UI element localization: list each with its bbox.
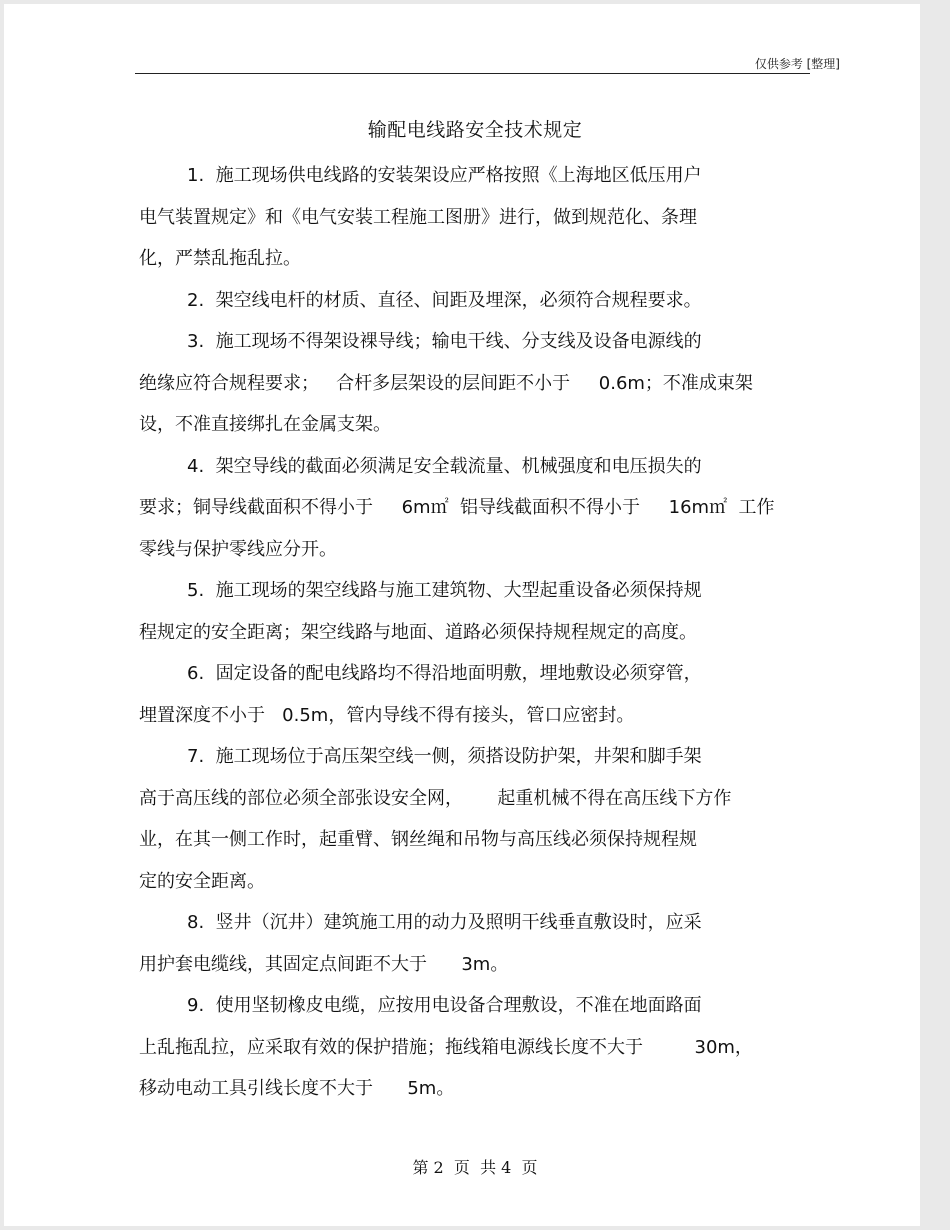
paragraph-line: 程规定的安全距离；架空线路与地面、道路必须保持规程规定的高度。	[139, 621, 697, 643]
paragraph-6	[139, 653, 807, 736]
paragraph-9	[139, 985, 807, 1110]
paragraph-line: 用护套电缆线，其固定点间距不大于 3m。	[139, 953, 509, 975]
paragraph-line: 业，在其一侧工作时，起重臂、钢丝绳和吊物与高压线必须保持规程规	[139, 829, 697, 850]
paragraph-line: 电气装置规定》和《电气安装工程施工图册》进行，做到规范化、条理	[139, 206, 697, 228]
paragraph-3	[139, 321, 807, 446]
header-divider	[135, 73, 810, 74]
paragraph-line: 1. 施工现场供电线路的安装架设应严格按照《上海地区低压用户	[187, 165, 702, 186]
paragraph-1	[139, 155, 807, 280]
paragraph-line: 3. 施工现场不得架设裸导线；输电干线、分支线及设备电源线的	[187, 331, 702, 352]
header-note: 仅供参考 [整理]	[754, 57, 840, 71]
paragraph-line: 定的安全距离。	[139, 870, 265, 892]
paragraph-line: 2. 架空线电杆的材质、直径、间距及埋深，必须符合规程要求。	[187, 289, 702, 311]
document-title: 输配电线路安全技术规定	[367, 119, 583, 141]
paragraph-line: 4. 架空导线的截面必须满足安全载流量、机械强度和电压损失的	[187, 455, 702, 477]
document-body	[139, 155, 807, 1110]
paragraph-line: 移动电动工具引线长度不大于 5m。	[139, 1078, 455, 1099]
paragraph-line: 5. 施工现场的架空线路与施工建筑物、大型起重设备必须保持规	[187, 580, 702, 601]
paragraph-line: 高于高压线的部位必须全部张设安全网， 起重机械不得在高压线下方作	[139, 787, 732, 809]
paragraph-line: 埋置深度不小于 0.5m，管内导线不得有接头，管口应密封。	[139, 704, 635, 726]
paragraph-line: 上乱拖乱拉，应采取有效的保护措施；拖线箱电源线长度不大于 30m，	[139, 1036, 753, 1058]
paragraph-line: 要求；铜导线截面积不得小于 6m㎡ 铝导线截面积不得小于 16m㎡ 工作	[139, 497, 775, 518]
paragraph-7	[139, 736, 807, 902]
paragraph-8	[139, 902, 807, 985]
paragraph-line: 9. 使用坚韧橡皮电缆，应按用电设备合理敷设，不准在地面路面	[187, 995, 702, 1016]
paragraph-line: 7. 施工现场位于高压架空线一侧，须搭设防护架，井架和脚手架	[187, 746, 702, 767]
paragraph-line: 化，严禁乱拖乱拉。	[139, 248, 301, 269]
paragraph-line: 6. 固定设备的配电线路均不得沿地面明敷，埋地敷设必须穿管，	[187, 663, 702, 684]
paragraph-line: 零线与保护零线应分开。	[139, 538, 337, 560]
paragraph-line: 设，不准直接绑扎在金属支架。	[139, 414, 391, 435]
paragraph-5	[139, 570, 807, 653]
paragraph-2	[139, 280, 807, 322]
paragraph-4	[139, 446, 807, 571]
paragraph-line: 绝缘应符合规程要求； 合杆多层架设的层间距不小于 0.6m；不准成束架	[139, 372, 753, 394]
paragraph-line: 8. 竖井（沉井）建筑施工用的动力及照明干线垂直敷设时，应采	[187, 912, 702, 933]
page-footer: 第 2 页 共 4 页	[412, 1158, 538, 1177]
